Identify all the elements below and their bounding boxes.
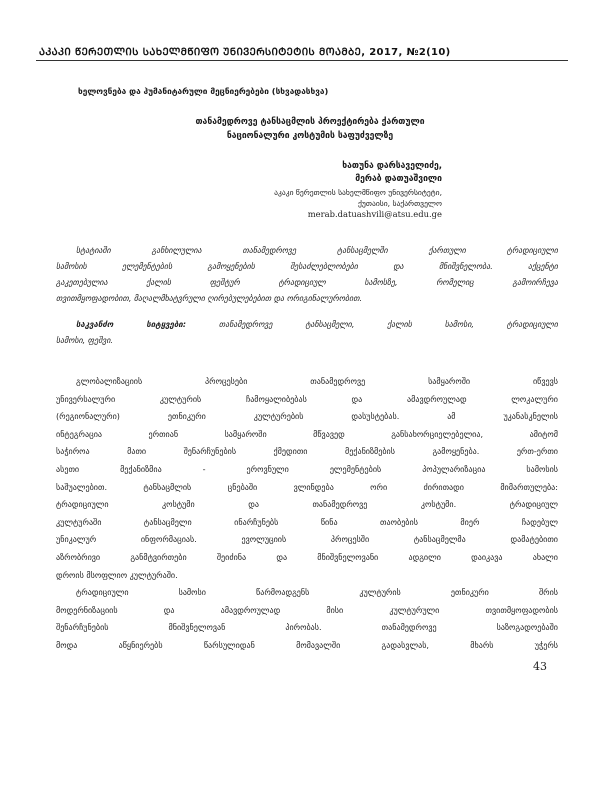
header-divider xyxy=(36,60,568,61)
body-line: ასეთი მექანიზმია - ეროვნული ელემენტების პოპულარიზაცია სამოსის xyxy=(56,463,558,474)
keywords-label: საკვანძო სიტყვები: xyxy=(76,320,187,329)
author-list xyxy=(342,160,442,185)
body-line: შენარჩუნების მნიშვნელოვან პირობას. თანამედროვე საზოგადოებაში xyxy=(56,622,558,633)
article-title xyxy=(60,115,560,143)
abstract-line: სტატიაში განხილულია თანამედროვე ტანსაცმელში ქართული ტრადიციული xyxy=(76,246,558,255)
body-line: (რეგიონალური) ეთნიკური კულტურების დასუსტებას. ამ უკანასკნელის xyxy=(56,411,558,422)
body-line: ტრადიციული კოსტუმი და თანამედროვე კოსტუმი. ტრადიციულ xyxy=(56,499,558,510)
page-number: 43 xyxy=(533,660,547,673)
article-title-line: თანამედროვე ტანსაცმლის პროექტირება ქართული xyxy=(195,117,425,127)
affiliation-line: აკაკი წერეთლის სახელმწიფო უნივერსიტეტი, xyxy=(274,188,442,197)
section-title: ხელოვნება და ჰუმანიტარული მეცნიერებები (სხვადასხვა) xyxy=(78,86,329,96)
abstract-line: სამოსის ელემენტების გამოყენების შესაძლებლობები და მნიშვნელობა. აქცენტი xyxy=(56,262,558,272)
body-line: მოდერნიზაციის და ამავდროულად მისი კულტურული თვითმყოფადობის xyxy=(56,604,558,615)
keywords xyxy=(56,317,558,349)
abstract xyxy=(56,243,558,307)
body-line: მოდა აწყნიერებს წარსულიდან მომავალში გადასვლას, მხარს უჭერს xyxy=(56,639,558,650)
body-line: აზრობრივი განმტვირთები შეიძინა და მნიშვნელოვანი ადგილი დაიკავა ახალი xyxy=(56,551,558,562)
body-line: ინტეგრაცია ერთიან სამყაროში მწვავედ განსახორციელებელია, ამიტომ xyxy=(56,428,558,439)
body-line: საშუალებით. ტანსაცმლის ცნებაში ვლინდება ორი ძირითადი მიმართულება: xyxy=(56,481,558,492)
keywords-line xyxy=(56,317,558,333)
author-name: ხათუნა დარსაველიძე, xyxy=(342,161,442,171)
keywords-line: სამოსი, ფეშვი. xyxy=(56,336,113,346)
body-line: საჭიროა მათი შენარჩუნების ქმედითი მექანიზმების გამოყენება. ერთ-ერთი xyxy=(56,446,558,457)
author-name: მერაბ დათუაშვილი xyxy=(355,173,442,184)
author-email[interactable]: merab.datuashvili@atsu.edu.ge xyxy=(307,209,442,219)
body-line: ტრადიციული სამოსი წარმოადგენს კულტურის ეთნიკური შრის xyxy=(76,587,558,598)
affiliation-line: ქუთაისი, საქართველო xyxy=(358,199,442,208)
article-title-line: ნაციონალური კოსტუმის საფუძველზე xyxy=(226,131,394,141)
body-line: უნივერსალური კულტურის ჩამოყალიბებას და ამავდროულად ლოკალური xyxy=(56,393,558,404)
author-affiliation xyxy=(274,187,442,220)
abstract-line: თვითმყოფადობით, მაღალმხატვრული ღირებულებებით და ორიგინალურობით. xyxy=(56,294,363,304)
body-text xyxy=(56,373,558,655)
body-line: კულტურაში ტანსაცმელი ინარჩუნებს წინა თაობების მიერ ჩადებულ xyxy=(56,516,558,527)
body-line: გლობალიზაციის პროცესები თანამედროვე სამყაროში იწვევს xyxy=(76,376,558,386)
keywords-text: თანამედროვე ტანსაცმელი, ქალის სამოსი, ტრადიციული xyxy=(186,320,558,329)
journal-header: ᲐᲙᲐᲙᲘ ᲬᲔᲠᲔᲗᲚᲘᲡ ᲡᲐᲮᲔᲚᲛᲬᲘᲤᲝ ᲣᲜᲘᲕᲔᲠᲡᲘᲢᲔᲢᲘᲡ ᲛᲝᲐᲛᲑᲔ, 2017, №2(10) xyxy=(39,47,451,58)
body-line: დროის მსოფლიო კულტურაში. xyxy=(56,569,178,580)
abstract-line: გაკეთებულია ქალის ფეშტურ ტრადიციულ სამოსზე, რომელიც გამოირჩევა xyxy=(56,278,558,288)
body-line: უნიკალურ ინფორმაციას. ევოლუციის პროცესში ტანსაცმელმა დამატებითი xyxy=(56,534,558,545)
